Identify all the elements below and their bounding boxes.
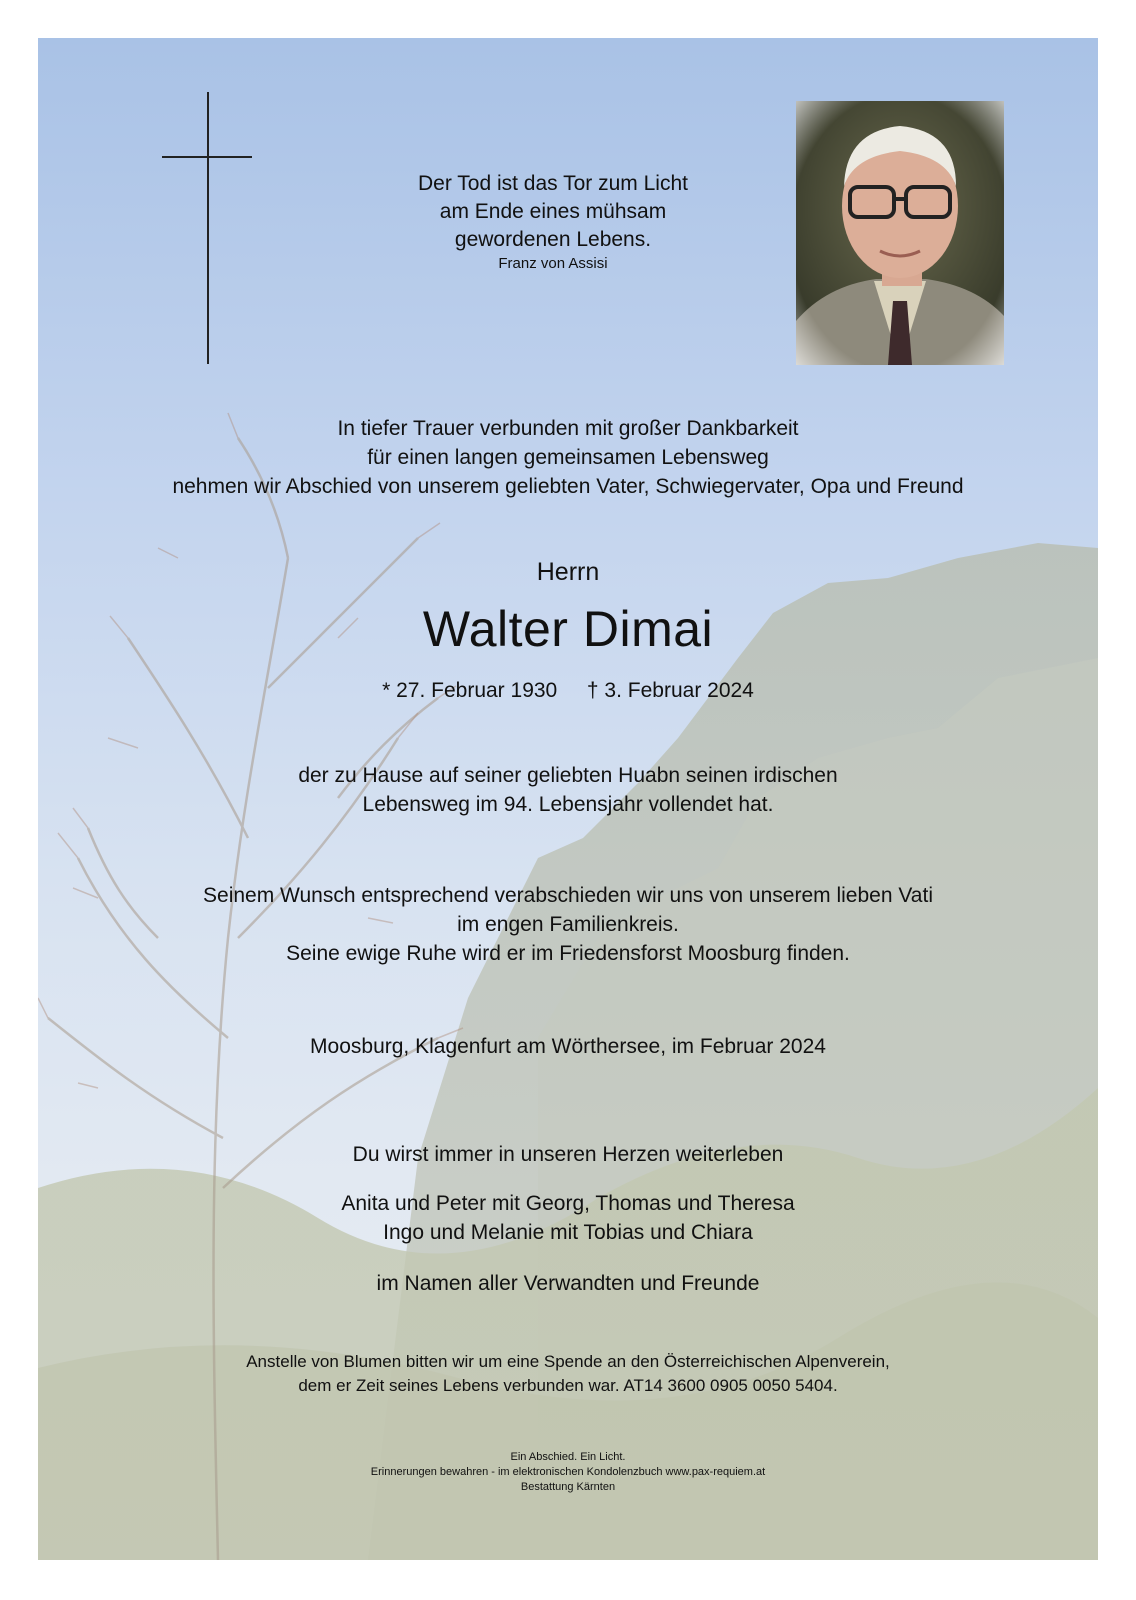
closing-text: Du wirst immer in unseren Herzen weiterleben [352, 1143, 784, 1166]
cross-icon [207, 92, 209, 364]
farewell-text [38, 881, 1098, 968]
life-dates [38, 679, 1098, 703]
parte-card [38, 38, 1098, 1560]
intro-text [38, 414, 1098, 501]
donation-text [38, 1350, 1098, 1398]
salutation: Herrn [536, 558, 600, 586]
quote-line: am Ende eines mühsam [439, 200, 667, 223]
death-date: † 3. Februar 2024 [586, 679, 754, 702]
donation-line: dem er Zeit seines Lebens verbunden war. AT14 3600 0905 0050 5404. [298, 1376, 838, 1395]
family-line: Anita und Peter mit Georg, Thomas und Theresa [341, 1192, 795, 1215]
relatives-text: im Namen aller Verwandten und Freunde [376, 1272, 760, 1295]
footer [38, 1450, 1098, 1495]
quote-author: Franz von Assisi [498, 255, 608, 272]
intro-line: nehmen wir Abschied von unserem geliebten Vater, Schwiegervater, Opa und Freund [172, 475, 964, 498]
footer-condolence: Erinnerungen bewahren - im elektronischen Kondolenzbuch www.pax-requiem.at [370, 1466, 766, 1478]
life-line: der zu Hause auf seiner geliebten Huabn seinen irdischen [298, 764, 838, 787]
intro-line: In tiefer Trauer verbunden mit großer Dankbarkeit [337, 417, 799, 440]
intro-line: für einen langen gemeinsamen Lebensweg [367, 446, 769, 469]
life-text [38, 761, 1098, 819]
farewell-line: im engen Familienkreis. [457, 913, 679, 936]
life-line: Lebensweg im 94. Lebensjahr vollendet hat. [362, 793, 774, 816]
place-date: Moosburg, Klagenfurt am Wörthersee, im Februar 2024 [310, 1035, 826, 1058]
quote-line: gewordenen Lebens. [454, 228, 652, 251]
family-line: Ingo und Melanie mit Tobias und Chiara [383, 1221, 753, 1244]
farewell-line: Seine ewige Ruhe wird er im Friedensforst Moosburg finden. [286, 942, 850, 965]
family-names [38, 1189, 1098, 1247]
footer-company: Bestattung Kärnten [520, 1481, 616, 1493]
cross-icon-bar [162, 156, 252, 158]
quote-line: Der Tod ist das Tor zum Licht [417, 172, 688, 195]
donation-line: Anstelle von Blumen bitten wir um eine Spende an den Österreichischen Alpenverein, [246, 1352, 890, 1371]
footer-slogan: Ein Abschied. Ein Licht. [510, 1451, 626, 1463]
farewell-line: Seinem Wunsch entsprechend verabschieden wir uns von unserem lieben Vati [203, 884, 933, 907]
portrait-photo [796, 101, 1004, 365]
birth-date: * 27. Februar 1930 [382, 679, 558, 702]
deceased-name: Walter Dimai [422, 601, 714, 657]
quote [368, 170, 738, 254]
